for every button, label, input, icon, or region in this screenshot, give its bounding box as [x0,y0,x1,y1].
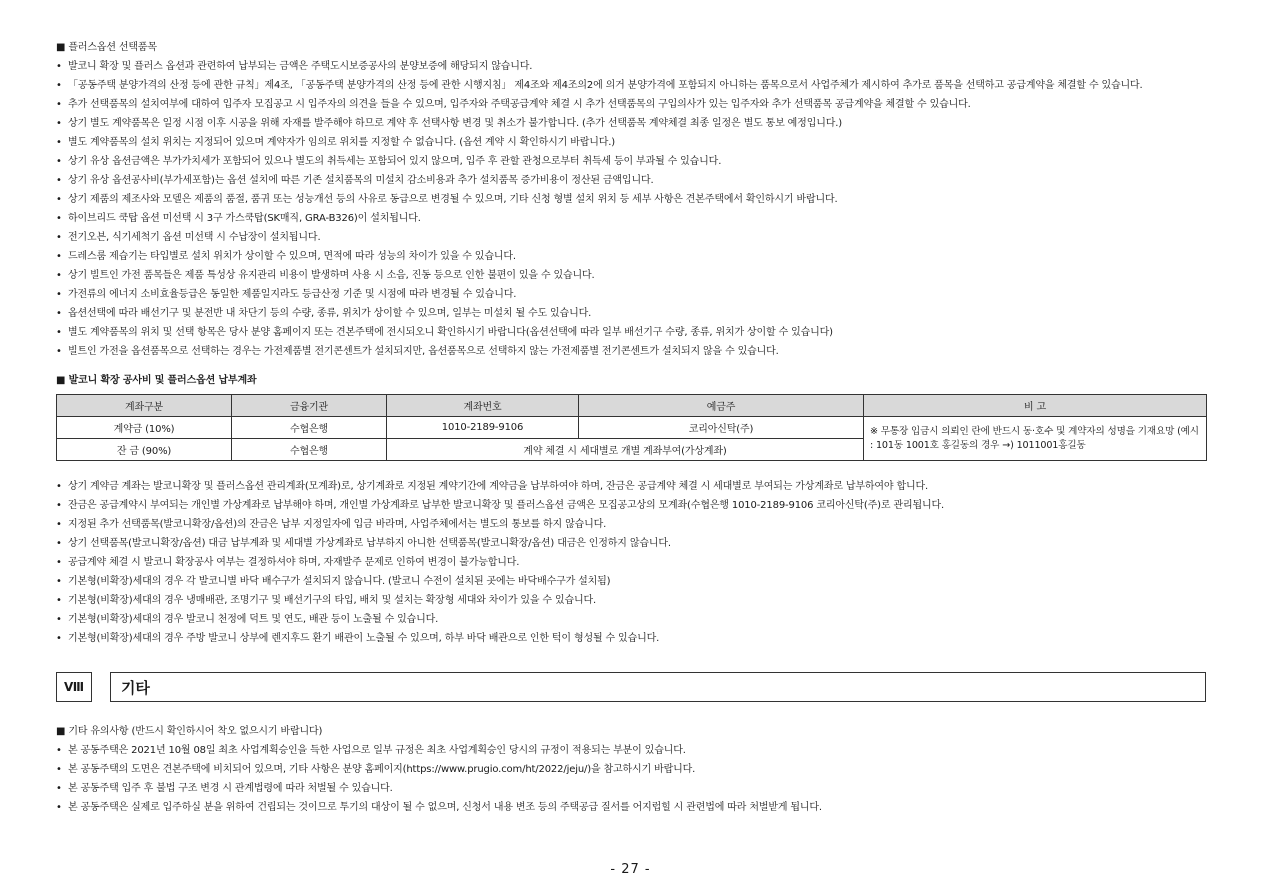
payment-item: • 상기 선택품목(발코니확장/옵션) 대금 납부계좌 및 세대별 가상계좌로 납부하지 아니한 선택품목(발코니확장/옵션) 대금은 인정하지 않습니다. [56,534,1206,553]
table-row [57,417,1207,439]
options-item: • 상기 유상 옵션공사비(부가세포함)는 옵션 설치에 따른 기존 설치품목의 미설치 감소비용과 추가 설치품목 증가비용이 정산된 금액입니다. [56,171,1206,190]
payment-item: • 기본형(비확장)세대의 경우 냉매배관, 조명기구 및 배선기구의 타입, 배치 및 설치는 확장형 세대와 차이가 있을 수 있습니다. [56,591,1206,610]
options-section-title: ■ 플러스옵션 선택품목 [56,42,157,53]
options-item: • 드레스룸 제습기는 타입별로 설치 위치가 상이할 수 있으며, 면적에 따라 성능의 차이가 있을 수 있습니다. [56,247,1206,266]
page-number: - 27 - [610,862,651,877]
options-item: • 발코니 확장 및 플러스 옵션과 관련하여 납부되는 금액은 주택도시보증공사의 분양보증에 해당되지 않습니다. [56,57,1206,76]
payment-item: • 기본형(비확장)세대의 경우 발코니 천정에 덕트 및 연도, 배관 등이 노출될 수 있습니다. [56,610,1206,629]
table-cell-note: ※ 무통장 입금시 의뢰인 란에 반드시 동·호수 및 계약자의 성명을 기재요망 (예시 : 101동 1001호 홍길동의 경우 →) 1011001홍길동 [864,417,1207,461]
payment-item: • 공급계약 체결 시 발코니 확장공사 여부는 결정하셔야 하며, 자재발주 문제로 인하여 변경이 불가능합니다. [56,553,1206,572]
options-item: • 빌트인 가전을 옵션품목으로 선택하는 경우는 가전제품별 전기콘센트가 설치되지만, 옵션품목으로 선택하지 않는 가전제품별 전기콘센트가 설치되지 않을 수 있습니다. [56,342,1206,361]
options-item: • 상기 제품의 제조사와 모델은 제품의 품절, 품귀 또는 성능개선 등의 사유로 동급으로 변경될 수 있으며, 기타 신청 형별 설치 위치 등 세부 사항은 견본주택에서 확인하시기 바랍니다. [56,190,1206,209]
other-item: • 본 공동주택은 2021년 10월 08일 최초 사업계획승인을 득한 사업으로 일부 규정은 최초 사업계획승인 당시의 규정이 적용되는 부분이 있습니다. [56,741,1206,760]
other-item: • 본 공동주택 입주 후 불법 구조 변경 시 관계법령에 따라 처벌될 수 있습니다. [56,779,1206,798]
account-section-title: ■ 발코니 확장 공사비 및 플러스옵션 납부계좌 [56,375,257,386]
table-cell-holder: 코리아신탁(주) [579,417,864,439]
table-cell-bank: 수협은행 [232,439,387,461]
table-cell-bank: 수협은행 [232,417,387,439]
table-cell-number: 1010-2189-9106 [387,417,579,439]
options-item: • 추가 선택품목의 설치여부에 대하여 입주자 모집공고 시 입주자의 의견을 들을 수 있으며, 입주자와 주택공급계약 체결 시 추가 선택품목의 구입의사가 있는 입주자와 추가 선택품목 공급계약을 체결할 수 있습니다. [56,95,1206,114]
options-item: • 상기 별도 계약품목은 일정 시점 이후 시공을 위해 자재를 발주해야 하므로 계약 후 선택사항 변경 및 취소가 불가합니다. (추가 선택품목 계약체결 최종 일정은 별도 통보 예정입니다.) [56,114,1206,133]
options-item: • 별도 계약품목의 위치 및 선택 항목은 당사 분양 홈페이지 또는 견본주택에 전시되오니 확인하시기 바랍니다(옵션선택에 따라 일부 배선기구 수량, 종류, 위치가 상이할 수 있습니다) [56,323,1206,342]
table-cell-type: 계약금 (10%) [57,417,232,439]
options-item: • 하이브리드 쿡탑 옵션 미선택 시 3구 가스쿡탑(SK매직, GRA-B326)이 설치됩니다. [56,209,1206,228]
payment-item: • 상기 계약금 계좌는 발코니확장 및 플러스옵션 관리계좌(모계좌)로, 상기계좌로 지정된 계약기간에 계약금을 납부하여야 하며, 잔금은 공급계약 체결 시 세대별로 부여되는 가상계좌로 납부하여야 합니다. [56,477,1206,496]
options-item: • 가전류의 에너지 소비효율등급은 동일한 제품일지라도 등급산정 기준 및 시점에 따라 변경될 수 있습니다. [56,285,1206,304]
document-page [56,38,1206,817]
account-table [56,394,1207,461]
payment-item: • 지정된 추가 선택품목(발코니확장/옵션)의 잔금은 납부 지정일자에 입금 바라며, 사업주체에서는 별도의 통보를 하지 않습니다. [56,515,1206,534]
section-number: Ⅷ [56,672,92,702]
table-header-cell: 금융기관 [232,395,387,417]
table-header-cell: 예금주 [579,395,864,417]
options-item: • 옵션선택에 따라 배선기구 및 분전반 내 차단기 등의 수량, 종류, 위치가 상이할 수 있으며, 일부는 미설치 될 수도 있습니다. [56,304,1206,323]
table-cell-merged: 계약 체결 시 세대별로 개별 계좌부여(가상계좌) [387,439,864,461]
options-item: • 「공동주택 분양가격의 산정 등에 관한 규칙」제4조, 「공동주택 분양가격의 산정 등에 관한 시행지침」 제4조와 제4조의2에 의거 분양가격에 포함되지 아니하는 품목으로서 사업주체가 제시하여 추가로 품목을 선택하고 공급계약을 체결할 수 있습니다. [56,76,1218,95]
payment-item: • 잔금은 공급계약시 부여되는 개인별 가상계좌로 납부해야 하며, 개인별 가상계좌로 납부한 발코니확장 및 플러스옵션 금액은 모집공고상의 모계좌(수협은행 1010-2189-9106 코리아신탁(주)로 관리됩니다. [56,496,1206,515]
table-header-cell: 계좌번호 [387,395,579,417]
table-header-row [57,395,1207,417]
other-section-title: ■ 기타 유의사항 (반드시 확인하시어 착오 없으시기 바랍니다) [56,726,323,737]
table-cell-type: 잔 금 (90%) [57,439,232,461]
options-item: • 전기오븐, 식기세척기 옵션 미선택 시 수납장이 설치됩니다. [56,228,1206,247]
payment-item: • 기본형(비확장)세대의 경우 주방 발코니 상부에 렌지후드 환기 배관이 노출될 수 있으며, 하부 바닥 배관으로 인한 턱이 형성될 수 있습니다. [56,629,1206,648]
section-title: 기타 [110,672,1206,702]
table-header-cell: 계좌구분 [57,395,232,417]
payment-item: • 기본형(비확장)세대의 경우 각 발코니별 바닥 배수구가 설치되지 않습니다. (발코니 수전이 설치된 곳에는 바닥배수구가 설치됨) [56,572,1206,591]
table-header-cell: 비 고 [864,395,1207,417]
options-item: • 별도 계약품목의 설치 위치는 지정되어 있으며 계약자가 임의로 위치를 지정할 수 없습니다. (옵션 계약 시 확인하시기 바랍니다.) [56,133,1206,152]
options-item: • 상기 유상 옵션금액은 부가가치세가 포함되어 있으나 별도의 취득세는 포함되어 있지 않으며, 입주 후 관할 관청으로부터 취득세 등이 부과될 수 있습니다. [56,152,1206,171]
options-item: • 상기 빌트인 가전 품목들은 제품 특성상 유지관리 비용이 발생하며 사용 시 소음, 진동 등으로 인한 불편이 있을 수 있습니다. [56,266,1206,285]
other-item: • 본 공동주택의 도면은 견본주택에 비치되어 있으며, 기타 사항은 분양 홈페이지(https://www.prugio.com/ht/2022/jeju/)을 참고하시기 바랍니다. [56,760,1206,779]
section-heading-bar [56,672,1206,702]
other-item: • 본 공동주택은 실제로 입주하실 분을 위하여 건립되는 것이므로 투기의 대상이 될 수 없으며, 신청서 내용 변조 등의 주택공급 질서를 어지럽힐 시 관련법에 따라 처벌받게 됩니다. [56,798,1206,817]
